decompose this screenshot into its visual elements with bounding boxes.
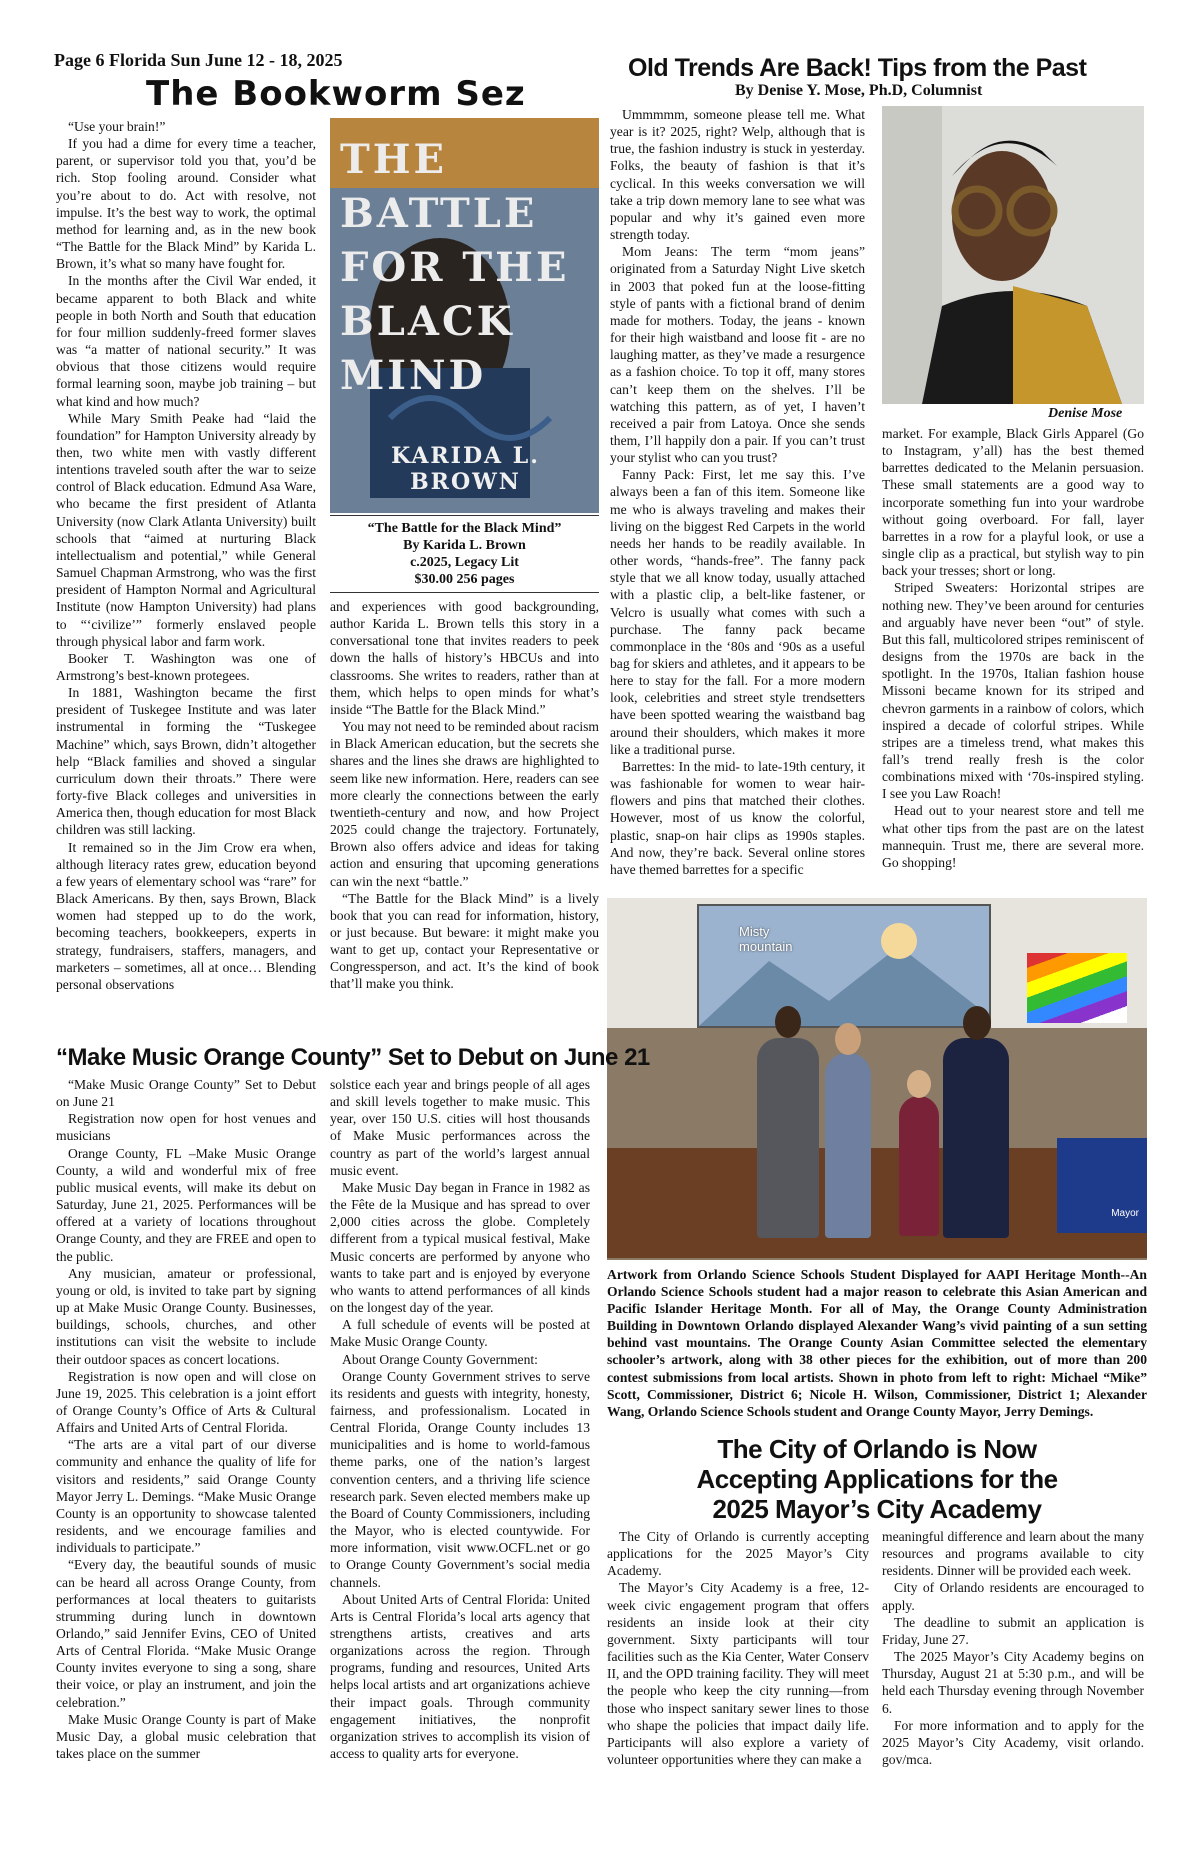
book-cover-image (330, 118, 599, 513)
book-caption-line: c.2025, Legacy Lit (410, 555, 519, 570)
person-child (899, 1096, 939, 1236)
divider (330, 592, 599, 593)
person-left (757, 1038, 819, 1238)
music-paragraph: Orange County, FL –Make Music Orange County, a wild and wonderful mix of free public musical events, will make its debut on Saturday, June 21, 2025. Performances will be offered at a variety of locations throughout Orange County, and they are FREE and open to the public. (56, 1145, 316, 1264)
bookworm-paragraph: While Mary Smith Peake had “laid the foundation” for Hampton University already by then, two white men with vastly different intentions traveled south after the war to seize control of Black education. Edmund Asa Ware, who became the first president of Atlanta University (now Clark Atlanta University) built schools that “aimed at nurturing Black intellectualism and potential,” while General Samuel Chapman Armstrong, who was the first president of Hampton Normal and Agricultural Institute (now Hampton University) had plans to “‘civilize’” formerly enslaved people through physical labor and farm work. (56, 410, 316, 649)
academy-headline-line: 2025 Mayor’s City Academy (712, 1494, 1042, 1524)
cover-title (340, 133, 590, 403)
academy-paragraph: meaningful difference and learn about the many resources and programs available to city residents. Dinner will be provided each week. (882, 1529, 1144, 1579)
fashion-paragraph: Fanny Pack: First, let me say this. I’ve always been a fan of this item. Someone like me who is always traveling and makes their living on the biggest Red Carpets in the world needs her hands to be readily available. In other words, “hands-free”. The fanny pack style that we all know today, usually attached with a plastic clip, a belt-like fastener, or Velcro is usually what comes with such a purchase. The fanny pack became commonplace in the ‘80s and ‘90s as a useful bag for skiers and athletes, and it appears to be here to stay for the fall. For a more modern look, celebrities and street style trendsetters have been spotted wearing the waistband bag around their shoulders, which makes it more like a traditional purse. (610, 467, 865, 757)
person-woman (825, 1053, 871, 1238)
fashion-byline: By Denise Y. Mose, Ph.D, Columnist (735, 82, 983, 99)
fashion-column-2 (882, 425, 1144, 903)
academy-paragraph: The 2025 Mayor’s City Academy begins on Thursday, August 21 at 5:30 p.m., and will be held each Thursday evening through November 6. (882, 1649, 1144, 1716)
bookworm-column-1 (56, 118, 316, 1033)
bookworm-paragraph: In the months after the Civil War ended, it became apparent to both Black and white people in both North and South that education for four million suddenly-freed former slaves was “a matter of national security.” It was obvious that those citizens would require formal learning soon, maybe job training – but what kind and how much? (56, 273, 316, 409)
music-paragraph: Make Music Orange County is part of Make Music Day, a global music celebration that takes place on the summer (56, 1711, 316, 1762)
bookworm-paragraph: and experiences with good backgrounding, author Karida L. Brown tells this story in a conversational tone that invites readers to peek down the halls of history’s HBCUs and into classrooms. She writes to readers, rather than at them, which helps to open minds for what’s inside “The Battle for the Black Mind.” (330, 599, 599, 717)
projection-screen (697, 904, 991, 1028)
academy-paragraph: For more information and to apply for the 2025 Mayor’s City Academy, visit orlando. gov/mca. (882, 1717, 1144, 1768)
aapi-caption: Artwork from Orlando Science Schools Student Displayed for AAPI Heritage Month--An Orlando Science Schools student had a major reason to celebrate this Asian American and Pacific Islander Heritage Month. For all of May, the Orange County Administration Building in Downtown Orlando displayed Alexander Wang’s vivid painting of a sun setting behind vast mountains. The Orange County Asian Committee selected the elementary schooler’s artwork, along with 38 other pieces for the exhibition, out of more than 200 contest submissions from local artists. Shown in photo from left to right: Michael “Mike” Scott, Commissioner, District 6; Nicole H. Wilson, Commissioner, District 1; Alexander Wang, Orlando Science Schools student and Orange County Mayor, Jerry Demings. (607, 1267, 1147, 1419)
page-info: Page 6 Florida Sun June 12 - 18, 2025 (54, 50, 343, 70)
fashion-headline: Old Trends Are Back! Tips from the Past (628, 54, 1087, 82)
music-paragraph: “The arts are a vital part of our diverse community and enhance the quality of life for visitors and residents,” said Orange County Mayor Jerry L. Demings. “Make Music Orange County is an opportunity to showcase talented residents, and we encourage families and individuals to participate.” (56, 1437, 316, 1556)
person-head (963, 1006, 991, 1040)
music-column-2 (330, 1076, 590, 1816)
table-sign: Mayor (1111, 1208, 1139, 1219)
bookworm-paragraph: Booker T. Washington was one of Armstrong’s best-known protegees. (56, 650, 316, 683)
bookworm-paragraph: If you had a dime for every time a teacher, parent, or supervisor told you that, you’d be rich. Stop fooling around. Consider what you’re about to do. Act with resolve, not impulse. It’s the best way to work, the optimal method for learning and, as in the new book “The Battle for the Black Mind” by Karida L. Brown, it’s what so many have fought for. (56, 136, 316, 272)
cover-title-line: FOR THE (340, 244, 570, 291)
book-caption-line: $30.00 256 pages (414, 572, 515, 587)
divider (330, 515, 599, 516)
book-caption-line: By Karida L. Brown (403, 538, 526, 553)
bookworm-paragraph: You may not need to be reminded about racism in Black American education, but the secrets she shares and the lines she draws are highlighted to seem like new information. Here, readers can see more clearly the connections between the early twentieth-century and now, and how Project 2025 could change the trajectory. Fortunately, Brown also offers advice and ideas for taking action and ensuring that upcoming generations can win the next “battle.” (330, 719, 599, 889)
bookworm-paragraph: “The Battle for the Black Mind” is a lively book that you can read for information, history, or just because. But beware: it might make you want to get up, contact your Representative or Congressperson, and act. It’s the kind of book that’ll make you think. (330, 890, 599, 992)
music-column-1 (56, 1076, 316, 1816)
cover-title-line: BATTLE (340, 190, 538, 237)
music-paragraph: Make Music Day began in France in 1982 as the Fête de la Musique and has spread to over 2,000 cities across the globe. Completely different from a typical musical festival, Make Music concerts are performed by anyone who wants to take part and is enjoyed by everyone who wants to attend performances of all kinds on the longest day of the year. (330, 1179, 590, 1316)
bookworm-paragraph: In 1881, Washington became the first president of Tuskegee Institute and was later instrumental in forming the “Tuskegee Machine” which, says Brown, didn’t altogether help “Black families and shoved a singular curriculum down their throats.” There were forty-five Black colleges and universities in America then, though education for most Black children was still lacking. (56, 685, 316, 838)
cover-title-line: THE (340, 136, 448, 183)
academy-paragraph: City of Orlando residents are encouraged to apply. (882, 1580, 1144, 1613)
mayor-table (1057, 1138, 1147, 1233)
person-head (907, 1070, 931, 1098)
academy-headline-line: The City of Orlando is Now (717, 1434, 1037, 1464)
portrait-art (882, 106, 1144, 404)
book-caption (330, 520, 599, 588)
cover-title-line: MIND (340, 352, 487, 399)
fashion-paragraph: Ummmmm, someone please tell me. What year is it? 2025, right? Welp, although that is true, the fashion industry is stuck in yesterday. Folks, the beauty of fashion is that it’s cyclical. In this weeks conversation we will take a trip down memory lane to see what was popular and why it’s gained even more strength today. (610, 107, 865, 243)
bookworm-paragraph: It remained so in the Jim Crow era when, although literacy rates grew, education beyond a few years of elementary school was “rare” for Black Americans. By then, says Brown, Black women had stepped up to do the work, becoming teachers, bookkeepers, experts in strategy, fundraisers, staffers, managers, and marketers – sometimes, all at once… Blending personal observations (56, 839, 316, 992)
person-right (943, 1038, 1009, 1238)
bookworm-section-title: The Bookworm Sez (146, 74, 526, 114)
music-paragraph: About United Arts of Central Florida: United Arts is Central Florida’s local arts agency that strengthens artists, creatives and arts organizations across the region. Through programs, funding and resources, United Arts helps local artists and art organizations achieve their impact goals. Through community engagement initiatives, the nonprofit organization strives to accomplish its vision of access to quality arts for everyone. (330, 1591, 590, 1762)
music-paragraph: Registration now open for host venues and musicians (56, 1111, 316, 1144)
music-paragraph: Registration is now open and will close on June 19, 2025. This celebration is a joint effort of Orange County’s Office of Arts & Cultural Affairs and United Arts of Central Florida. (56, 1368, 316, 1436)
academy-headline (607, 1434, 1147, 1524)
person-head (835, 1023, 861, 1055)
bookworm-column-2 (330, 598, 599, 1036)
music-paragraph: solstice each year and brings people of all ages and skill levels together to make music. This year, over 150 U.S. cities will host thousands of Make Music performances across the country as part of the world’s largest annual music event. (330, 1077, 590, 1178)
fashion-paragraph: Striped Sweaters: Horizontal stripes are nothing new. They’ve been around for centuries and arguably have never been “out” of style. But this fall, multicolored stripes reminiscent of designs from the 1970s are back in the spotlight. In the 1970s, Italian fashion house Missoni became known for its striped and chevron garments in a rainbow of colors, which inspired a decade of colorful stripes. While stripes are a timeless trend, what makes this fall’s trend really fresh is the color combinations mixed with ‘70s-inspired styling. I see you Law Roach! (882, 580, 1144, 802)
academy-paragraph: The City of Orlando is currently accepting applications for the 2025 Mayor’s City Academy. (607, 1529, 869, 1579)
music-paragraph: “Make Music Orange County” Set to Debut on June 21 (56, 1077, 316, 1110)
music-paragraph: Any musician, amateur or professional, young or old, is invited to take part by signing up at Make Music Orange County. Businesses, buildings, schools, churches, and other institutions can visit the website to include their outdoor spaces as concert locations. (56, 1265, 316, 1367)
fashion-paragraph: Head out to your nearest store and tell me what other tips from the past are on the latest mannequin. Trust me, there are several more. Go shopping! (882, 803, 1144, 870)
music-paragraph: “Every day, the beautiful sounds of music can be heard all across Orange County, from performances at local theaters to guitarists strumming during lunch in downtown Orlando,” said Jennifer Evins, CEO of United Arts of Central Florida. “Make Music Orange County invites everyone to sing a song, share their voice, or play an instrument, and join the celebration.” (56, 1557, 316, 1710)
bookworm-paragraph: “Use your brain!” (68, 119, 166, 134)
academy-column-2 (882, 1528, 1144, 1828)
academy-paragraph: The deadline to submit an application is Friday, June 27. (882, 1614, 1144, 1647)
screen-title (739, 924, 792, 954)
person-head (775, 1006, 801, 1038)
fashion-paragraph: Barrettes: In the mid- to late-19th century, it was fashionable for women to wear hair-flowers and pins that matched their clothes. However, most of us know the colorful, plastic, snap-on hair clips as 1990s staples. And now, they’re back. Several online stores have themed barrettes for a specific (610, 758, 865, 877)
academy-paragraph: The Mayor’s City Academy is a free, 12-week civic engagement program that offers residents an inside look at their city government. Sixty participants will tour facilities such as the Kia Center, Water Conserv II, and the OPD training facility. They will meet the people who keep the city running—from those who inspect sanitary sewer lines to those who shape the policies that impact daily life. Participants will also explore a variety of volunteer opportunities where they can make a (607, 1580, 869, 1768)
academy-column-1 (607, 1528, 869, 1828)
photo-caption: Denise Mose (1048, 406, 1123, 421)
music-paragraph: A full schedule of events will be posted at Make Music Orange County. (330, 1317, 590, 1350)
denise-mose-photo (882, 106, 1144, 404)
cover-author: KARIDA L. BROWN (391, 443, 540, 495)
fashion-paragraph: Mom Jeans: The term “mom jeans” originated from a Saturday Night Live sketch in 2003 that poked fun at the loose-fitting style of pants with a fictional brand of denim made for mothers. Today, the jeans - known for their high waistband and loose fit - are no laughing matter, as they’ve made a resurgence as a fashion choice. To top it off, many stores can’t keep them on the shelves. I’ll be watching this pattern, as of yet, I haven’t received a pair from Latoya. Once she sends them, I’ll happily don a pair. If you can’t trust your stylist who can you trust? (610, 244, 865, 466)
music-paragraph: Orange County Government strives to serve its residents and guests with integrity, honesty, fairness, and professionalism. Located in Central Florida, Orange County includes 13 municipalities and is home to world-famous theme parks, one of the nation’s largest convention centers, and a thriving life science research park. Seven elected members make up the Board of County Commissioners, including the Mayor, who is elected countywide. For more information, visit www.OCFL.net or go to Orange County Government’s social media channels. (330, 1368, 590, 1590)
academy-headline-line: Accepting Applications for the (696, 1464, 1058, 1494)
rainbow-artwork (1027, 953, 1127, 1023)
cover-title-line: BLACK (340, 298, 515, 345)
screen-title-line: mountain (739, 939, 793, 954)
music-headline: “Make Music Orange County” Set to Debut on June 21 (56, 1044, 650, 1071)
book-caption-line: “The Battle for the Black Mind” (367, 521, 562, 536)
fashion-column-1 (610, 106, 865, 901)
fashion-paragraph: market. For example, Black Girls Apparel (Go to Instagram, y’all) has the best themed barrettes dedicated to the Melanin persuasion. These small statements are a good way to incorporate something fun into your wardrobe without going overboard. For fall, layer barrettes in a row for a playful look, or use a single clip as a practical, but stylish way to pin back your tresses; short or long. (882, 426, 1144, 579)
aapi-ceremony-photo (607, 898, 1147, 1260)
music-paragraph: About Orange County Government: (342, 1351, 538, 1367)
screen-title-line: Misty (739, 924, 770, 939)
